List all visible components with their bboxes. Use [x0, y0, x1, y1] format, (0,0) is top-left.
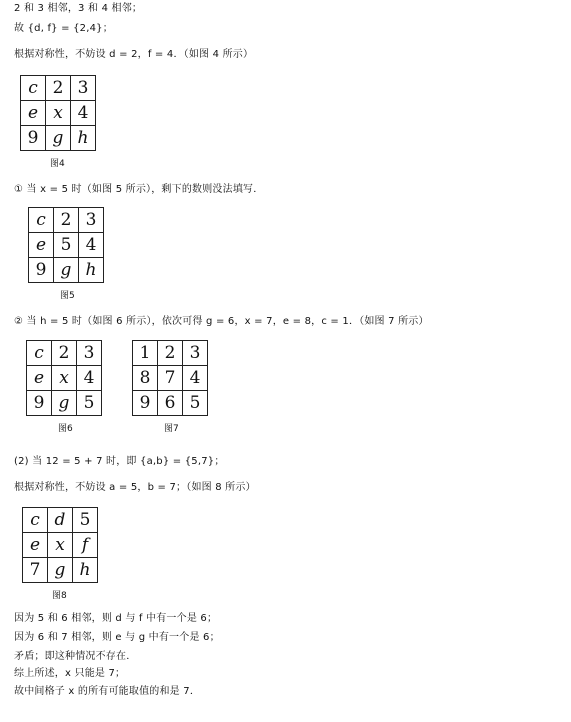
- grid-cell: 9: [133, 391, 158, 416]
- text-line-12: 故中间格子 x 的所有可能取值的和是 7．: [14, 686, 201, 697]
- text-line-11: 综上所述，x 只能是 7；: [14, 668, 126, 679]
- grid-cell: c: [23, 508, 48, 533]
- figure-5-caption: 图5: [60, 291, 75, 301]
- text-line-8: 因为 5 和 6 相邻，则 d 与 f 中有一个是 6；: [14, 613, 218, 624]
- grid-cell: e: [29, 233, 54, 258]
- grid-cell: 2: [158, 341, 183, 366]
- text-line-4: ① 当 x = 5 时（如图 5 所示），剩下的数则没法填写．: [14, 184, 264, 195]
- grid-cell: 5: [73, 508, 98, 533]
- grid-figure-6: [26, 340, 102, 416]
- grid-cell: 2: [54, 208, 79, 233]
- grid-cell: g: [52, 391, 77, 416]
- grid-cell: 5: [54, 233, 79, 258]
- grid-cell: 1: [133, 341, 158, 366]
- grid-cell: 7: [23, 558, 48, 583]
- grid-cell: 3: [183, 341, 208, 366]
- grid-cell: c: [21, 76, 46, 101]
- grid-cell: f: [73, 533, 98, 558]
- grid-figure-5: [28, 207, 104, 283]
- grid-cell: 5: [77, 391, 102, 416]
- grid-cell: 9: [21, 126, 46, 151]
- grid-cell: 4: [183, 366, 208, 391]
- grid-cell: 3: [71, 76, 96, 101]
- grid-cell: e: [21, 101, 46, 126]
- figure-4-caption: 图4: [50, 159, 65, 169]
- figure-8-caption: 图8: [52, 591, 67, 601]
- text-line-9: 因为 6 和 7 相邻，则 e 与 g 中有一个是 6；: [14, 632, 220, 643]
- text-line-5: ② 当 h = 5 时（如图 6 所示），依次可得 g = 6，x = 7，e = 8，c = 1．（如图 7 所示）: [14, 316, 429, 327]
- grid-figure-7: [132, 340, 208, 416]
- grid-cell: 7: [158, 366, 183, 391]
- text-line-2: 故 {d, f} = {2,4}；: [14, 23, 113, 34]
- text-line-3: 根据对称性，不妨设 d = 2，f = 4．（如图 4 所示）: [14, 49, 254, 60]
- grid-cell: g: [46, 126, 71, 151]
- grid-cell: c: [29, 208, 54, 233]
- grid-cell: e: [27, 366, 52, 391]
- grid-cell: h: [71, 126, 96, 151]
- grid-cell: 3: [79, 208, 104, 233]
- grid-cell: g: [48, 558, 73, 583]
- grid-cell: 2: [46, 76, 71, 101]
- grid-cell: g: [54, 258, 79, 283]
- grid-cell: 4: [77, 366, 102, 391]
- grid-cell: c: [27, 341, 52, 366]
- grid-cell: 9: [27, 391, 52, 416]
- grid-cell: x: [48, 533, 73, 558]
- grid-cell: e: [23, 533, 48, 558]
- grid-cell: 4: [71, 101, 96, 126]
- grid-cell: h: [73, 558, 98, 583]
- grid-cell: x: [46, 101, 71, 126]
- text-line-1: 2 和 3 相邻，3 和 4 相邻；: [14, 3, 143, 14]
- grid-cell: d: [48, 508, 73, 533]
- grid-cell: 9: [29, 258, 54, 283]
- grid-cell: h: [79, 258, 104, 283]
- grid-cell: 3: [77, 341, 102, 366]
- grid-cell: 4: [79, 233, 104, 258]
- grid-figure-4: [20, 75, 96, 151]
- text-line-7: 根据对称性，不妨设 a = 5，b = 7；（如图 8 所示）: [14, 482, 256, 493]
- figure-6-caption: 图6: [58, 424, 73, 434]
- text-line-6: (2) 当 12 = 5 + 7 时，即 {a,b} = {5,7}；: [14, 456, 225, 467]
- grid-cell: 6: [158, 391, 183, 416]
- grid-cell: 2: [52, 341, 77, 366]
- grid-cell: 8: [133, 366, 158, 391]
- text-line-10: 矛盾；即这种情况不存在．: [14, 651, 137, 662]
- grid-cell: 5: [183, 391, 208, 416]
- grid-cell: x: [52, 366, 77, 391]
- figure-7-caption: 图7: [164, 424, 179, 434]
- grid-figure-8: [22, 507, 98, 583]
